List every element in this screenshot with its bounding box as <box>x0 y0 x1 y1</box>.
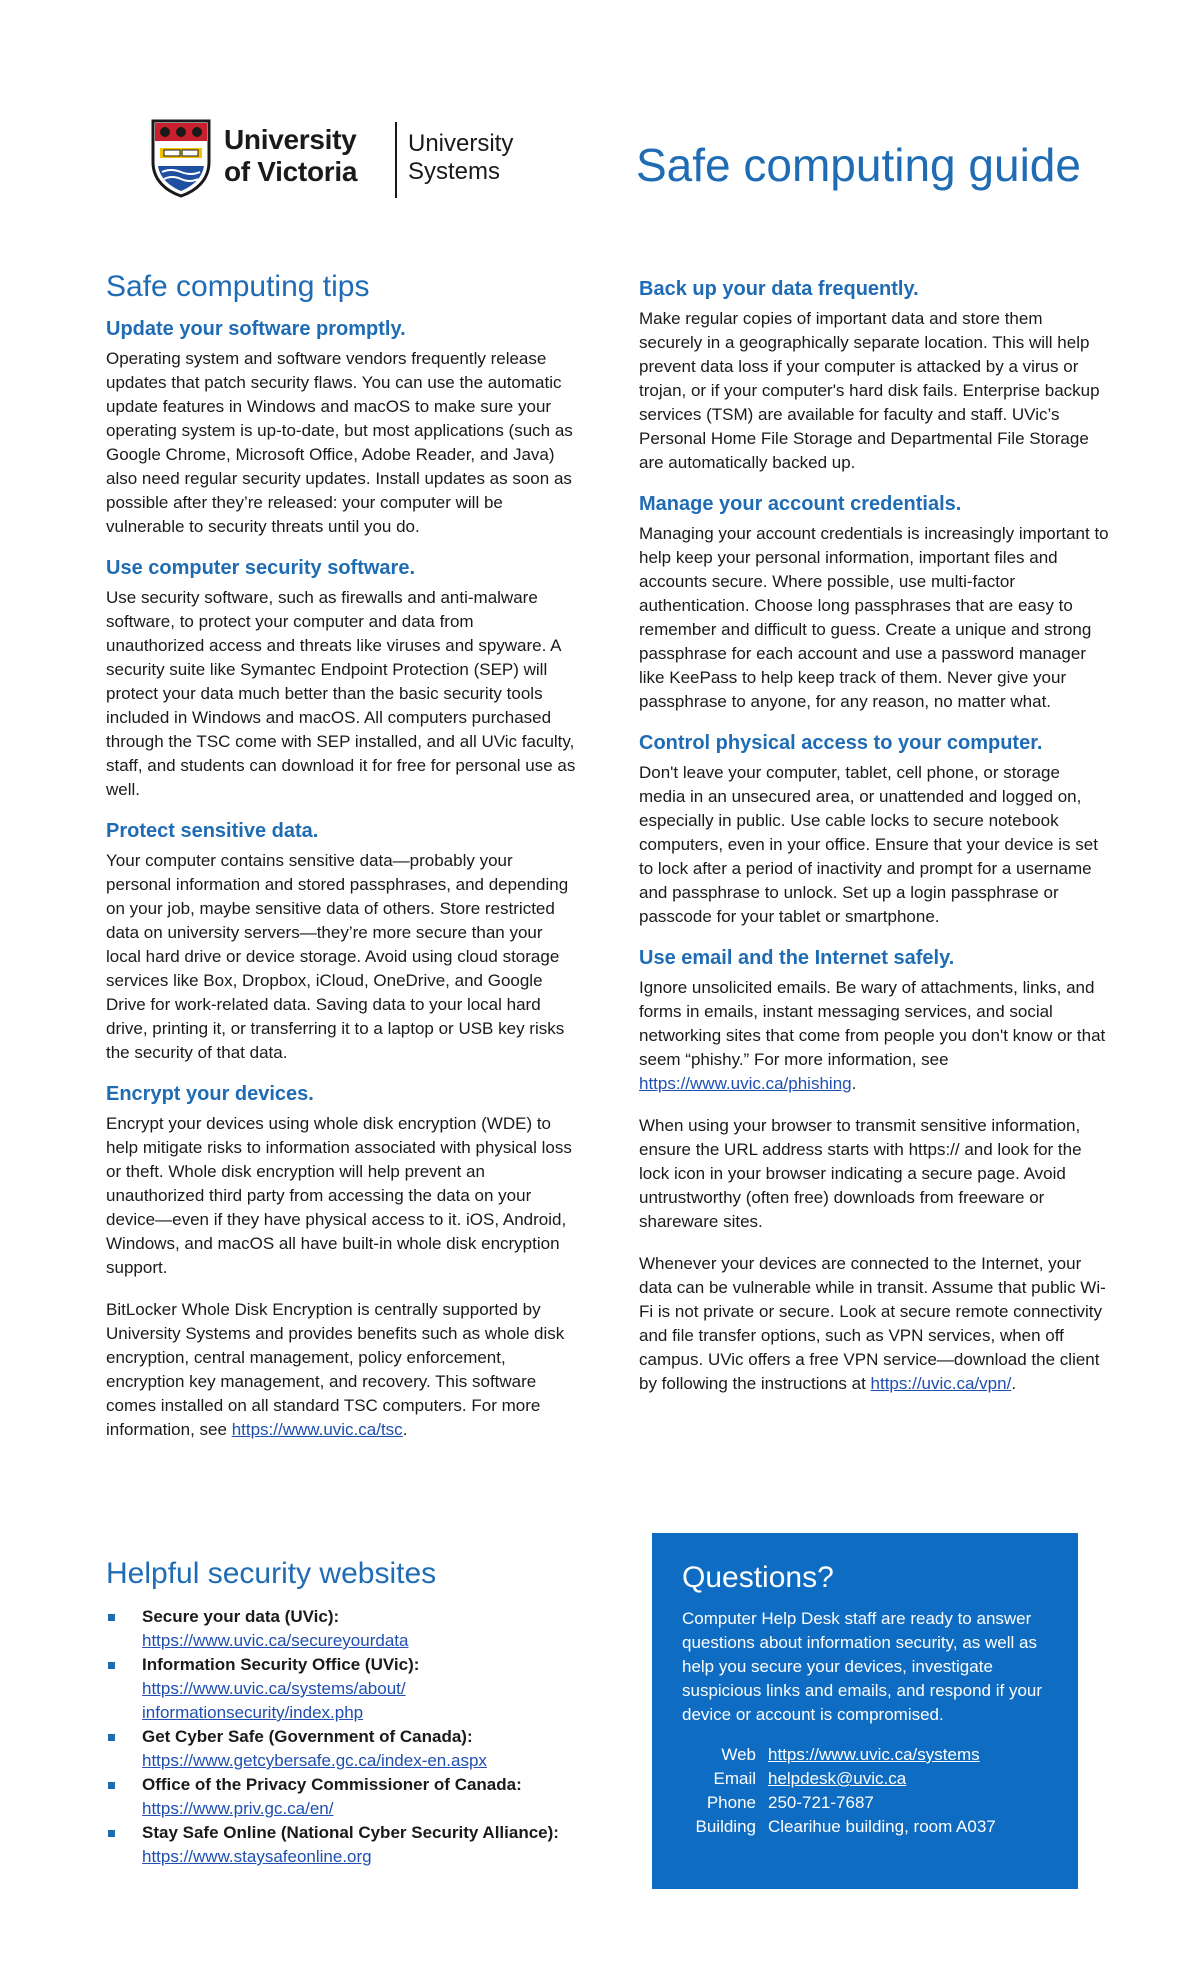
tip-physical-body: Don't leave your computer, tablet, cell phone, or storage media in an unsecured area, or unattended and logged on, especially in public. Use cable locks to secure notebook computers, even in your office. Ensure that your device is set to lock after a period of inactivity and prompt for a username and passphrase to unlock. Set up a login passphrase or passcode for your tablet or smartphone. <box>639 763 1098 926</box>
list-item <box>106 1773 596 1821</box>
tip-email-body-1 <box>639 976 1109 1096</box>
tip-sensitive-title: Protect sensitive data. <box>106 820 319 842</box>
tip-encrypt-text: BitLocker Whole Disk Encryption is centrally supported by University Systems and provides benefits such as whole disk encryption, central management, policy enforcement, encryption key management, and recovery. This software comes installed on all standard TSC computers. For more information, see <box>106 1300 565 1439</box>
tsc-link[interactable]: https://www.uvic.ca/tsc <box>231 1420 403 1439</box>
website-name: Office of the Privacy Commissioner of Canada: <box>142 1775 522 1794</box>
tip-encrypt-title: Encrypt your devices. <box>106 1083 314 1105</box>
list-item <box>106 1725 596 1773</box>
unit-line2: Systems <box>408 158 501 185</box>
tips-heading: Safe computing tips <box>106 270 370 303</box>
website-link[interactable]: https://www.priv.gc.ca/en/ <box>142 1799 334 1818</box>
tip-backup-title: Back up your data frequently. <box>639 278 919 300</box>
website-link[interactable]: https://www.uvic.ca/secureyourdata <box>142 1631 409 1650</box>
unit-name <box>408 130 513 186</box>
tip-update-title: Update your software promptly. <box>106 318 406 340</box>
tip-physical-title: Control physical access to your computer. <box>639 732 1043 754</box>
list-item <box>106 1821 596 1869</box>
contact-label-building: Building <box>695 1817 756 1836</box>
website-link[interactable]: https://www.staysafeonline.org <box>142 1847 372 1866</box>
university-logo <box>150 118 530 208</box>
tip-encrypt-period: . <box>402 1420 408 1439</box>
bullet-square-icon <box>108 1662 115 1669</box>
document-title: Safe computing guide <box>636 139 1081 191</box>
tip-backup-body: Make regular copies of important data and store them securely in a geographically separate location. This will help prevent data loss if your computer is attacked by a virus or trojan, or if your computer's hard disk fails. Enterprise backup services (TSM) are available for faculty and staff. UVic’s Personal Home File Storage and Departmental File Storage are automatically backed up. <box>639 309 1100 472</box>
contact-label-phone: Phone <box>706 1793 756 1812</box>
contact-web-link[interactable]: https://www.uvic.ca/systems <box>768 1745 980 1764</box>
questions-box <box>652 1533 1078 1889</box>
unit-line1: University <box>408 130 514 157</box>
list-item <box>106 1605 596 1653</box>
websites-list <box>106 1605 596 1869</box>
websites-section <box>106 1557 596 1869</box>
vpn-link[interactable]: https://uvic.ca/vpn/ <box>870 1374 1012 1393</box>
tip-credentials-body: Managing your account credentials is increasingly important to help keep your personal information, important files and accounts secure. Where possible, use multi-factor authentication. Choose long passphrases that are easy to remember and difficult to guess. Create a unique and strong passphrase for each account and use a password manager like KeePass to help keep track of them. Never give your passphrase to anyone, for any reason, no matter what. <box>639 524 1109 711</box>
website-name: Secure your data (UVic): <box>142 1607 340 1626</box>
website-name: Get Cyber Safe (Government of Canada): <box>142 1727 473 1746</box>
website-link[interactable]: https://www.getcybersafe.gc.ca/index-en.aspx <box>142 1751 487 1770</box>
tip-sensitive-body: Your computer contains sensitive data—probably your personal information and stored passphrases, and depending on your job, maybe sensitive data of others. Store restricted data on university servers—they’re more secure than your local hard drive or device storage. Avoid using cloud storage services like Box, Dropbox, iCloud, OneDrive, and Google Drive for work-related data. Saving data to your local hard drive, printing it, or transferring it to a laptop or USB key risks the security of that data. <box>106 851 569 1062</box>
tip-security-software-title: Use computer security software. <box>106 557 415 579</box>
website-link[interactable]: https://www.uvic.ca/systems/about/ informationsecurity/index.php <box>142 1679 406 1722</box>
university-line2: of Victoria <box>224 156 358 187</box>
bullet-square-icon <box>108 1614 115 1621</box>
uvic-crest-icon <box>150 118 212 198</box>
bullet-square-icon <box>108 1734 115 1741</box>
tip-email-body-3 <box>639 1252 1109 1396</box>
contact-phone-value: 250-721-7687 <box>768 1793 874 1812</box>
website-name: Information Security Office (UVic): <box>142 1655 420 1674</box>
tip-email-text-3: Whenever your devices are connected to the Internet, your data can be vulnerable while in transit. Assume that public Wi-Fi is not private or secure. Look at secure remote connectivity and file transfer options, such as VPN services, when off campus. UVic offers a free VPN service—download the client by following the instructions at <box>639 1254 1106 1393</box>
tip-email-text-1: Ignore unsolicited emails. Be wary of attachments, links, and forms in emails, instant messaging services, and social networking sites that come from people you don't know or that seem “phishy.” For more information, see <box>639 978 1106 1069</box>
right-column <box>639 278 1109 1414</box>
tip-email-body-2: When using your browser to transmit sensitive information, ensure the URL address starts with https:// and look for the lock icon in your browser indicating a secure page. Avoid untrustworthy (often free) downloads from freeware or shareware sites. <box>639 1116 1082 1231</box>
tip-email-period-1: . <box>851 1074 857 1093</box>
questions-heading: Questions? <box>682 1561 834 1594</box>
tip-credentials-title: Manage your account credentials. <box>639 493 962 515</box>
contact-building-value: Clearihue building, room A037 <box>768 1817 996 1836</box>
tip-encrypt-body-1: Encrypt your devices using whole disk encryption (WDE) to help mitigate risks to information associated with physical loss or theft. Whole disk encryption will help prevent an unauthorized third party from accessing the data on your device—even if they have physical access to it. iOS, Android, Windows, and macOS all have built-in whole disk encryption support. <box>106 1114 572 1277</box>
list-item <box>106 1653 596 1725</box>
logo-divider <box>395 122 397 198</box>
tip-email-title: Use email and the Internet safely. <box>639 947 955 969</box>
website-name: Stay Safe Online (National Cyber Security Alliance): <box>142 1823 559 1842</box>
contact-details <box>682 1743 1048 1839</box>
tip-update-body: Operating system and software vendors frequently release updates that patch security flaws. You can use the automatic update features in Windows and macOS to make sure your operating system is up-to-date, but most applications (such as Google Chrome, Microsoft Office, Adobe Reader, and Java) also need regular security updates. Install updates as soon as possible after they’re released: your computer will be vulnerable to security threats until you do. <box>106 349 573 536</box>
bullet-square-icon <box>108 1782 115 1789</box>
tip-email-period-3: . <box>1011 1374 1017 1393</box>
contact-label-email: Email <box>713 1769 756 1788</box>
questions-body: Computer Help Desk staff are ready to answer questions about information security, as well as help you secure your devices, investigate suspicious links and emails, and respond if your device or account is compromised. <box>682 1609 1043 1724</box>
university-name <box>224 124 357 188</box>
tip-encrypt-body-2 <box>106 1298 576 1442</box>
tip-security-software-body: Use security software, such as firewalls and anti-malware software, to protect your computer and data from unauthorized access and threats like viruses and spyware. A security suite like Symantec Endpoint Protection (SEP) will protect your data much better than the basic security tools included in Windows and macOS. All computers purchased through the TSC come with SEP installed, and all UVic faculty, staff, and students can download it for free for personal use as well. <box>106 588 576 799</box>
phishing-link[interactable]: https://www.uvic.ca/phishing <box>639 1074 852 1093</box>
university-line1: University <box>224 124 357 155</box>
left-column <box>106 270 576 1460</box>
contact-label-web: Web <box>721 1745 756 1764</box>
websites-heading: Helpful security websites <box>106 1557 437 1590</box>
bullet-square-icon <box>108 1830 115 1837</box>
contact-email-link[interactable]: helpdesk@uvic.ca <box>768 1769 907 1788</box>
